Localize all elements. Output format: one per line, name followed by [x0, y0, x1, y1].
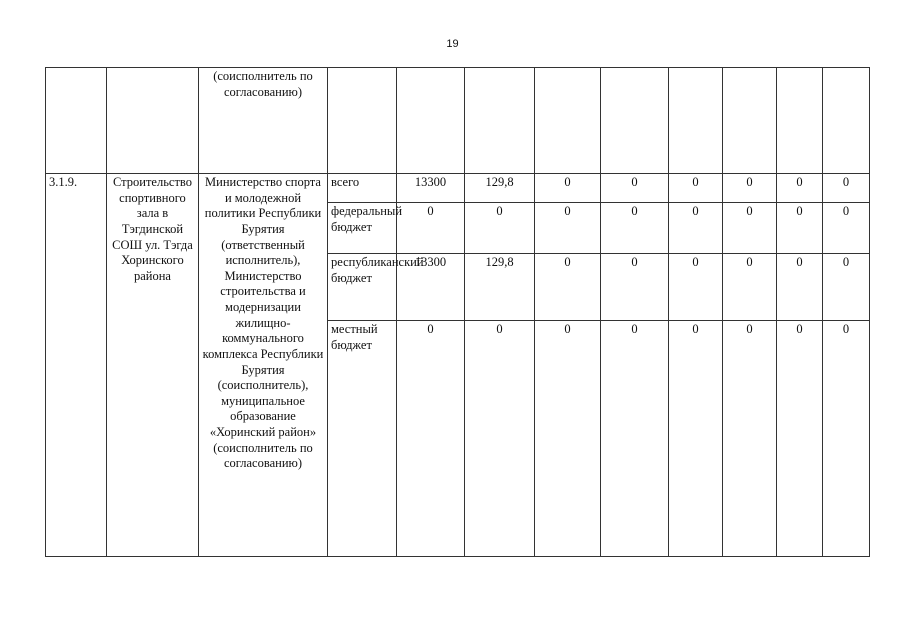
funding-value: 13300: [397, 174, 465, 203]
funding-value: 0: [777, 203, 823, 254]
funding-value: 0: [723, 203, 777, 254]
project-executors: Министерство спорта и молодежной политики Республики Бурятия (ответственный исполнитель), Министерство строительства и модернизации жилищно-коммунального комплекса Республики Бурятия (соисполнитель), муниципальное образование «Хоринский район» (соисполнитель по согласованию): [199, 174, 328, 557]
funding-source: всего: [328, 174, 397, 203]
funding-source: федеральный бюджет: [328, 203, 397, 254]
project-name: Строительство спортивного зала в Тэгдинской СОШ ул. Тэгда Хоринского района: [107, 174, 199, 557]
cell-number: [46, 68, 107, 174]
funding-value: 0: [669, 321, 723, 557]
row-number: 3.1.9.: [46, 174, 107, 557]
funding-value: 0: [777, 174, 823, 203]
page-number: 19: [446, 38, 459, 50]
continuation-row: [46, 68, 870, 174]
funding-value: 0: [601, 174, 669, 203]
funding-value: 0: [823, 203, 870, 254]
funding-value: 129,8: [465, 174, 535, 203]
funding-value: 0: [535, 174, 601, 203]
funding-value: 0: [601, 203, 669, 254]
funding-value: 0: [823, 174, 870, 203]
funding-value: 0: [601, 254, 669, 321]
cell-value: [601, 68, 669, 174]
funding-value: 0: [723, 174, 777, 203]
funding-source: республиканский бюджет: [328, 254, 397, 321]
funding-value: 0: [601, 321, 669, 557]
cell-executor-continuation: (соисполнитель по согласованию): [199, 68, 328, 174]
funding-value: 0: [777, 254, 823, 321]
funding-value: 0: [669, 203, 723, 254]
funding-value: 0: [535, 254, 601, 321]
funding-value: 0: [823, 254, 870, 321]
funding-value: 0: [823, 321, 870, 557]
cell-source: [328, 68, 397, 174]
funding-value: 0: [535, 203, 601, 254]
funding-value: 129,8: [465, 254, 535, 321]
cell-value: [669, 68, 723, 174]
cell-value: [823, 68, 870, 174]
funding-value: 0: [723, 254, 777, 321]
cell-value: [535, 68, 601, 174]
funding-source: местный бюджет: [328, 321, 397, 557]
funding-value: 0: [777, 321, 823, 557]
cell-value: [397, 68, 465, 174]
funding-value: 0: [465, 321, 535, 557]
funding-value: 0: [723, 321, 777, 557]
funding-value: 0: [465, 203, 535, 254]
funding-value: 0: [397, 321, 465, 557]
funding-value: 0: [535, 321, 601, 557]
program-table: [45, 67, 870, 557]
cell-value: [465, 68, 535, 174]
cell-name: [107, 68, 199, 174]
funding-value: 0: [397, 203, 465, 254]
funding-value: 13300: [397, 254, 465, 321]
cell-value: [723, 68, 777, 174]
funding-value: 0: [669, 254, 723, 321]
funding-row-total: [46, 174, 870, 203]
cell-value: [777, 68, 823, 174]
funding-value: 0: [669, 174, 723, 203]
